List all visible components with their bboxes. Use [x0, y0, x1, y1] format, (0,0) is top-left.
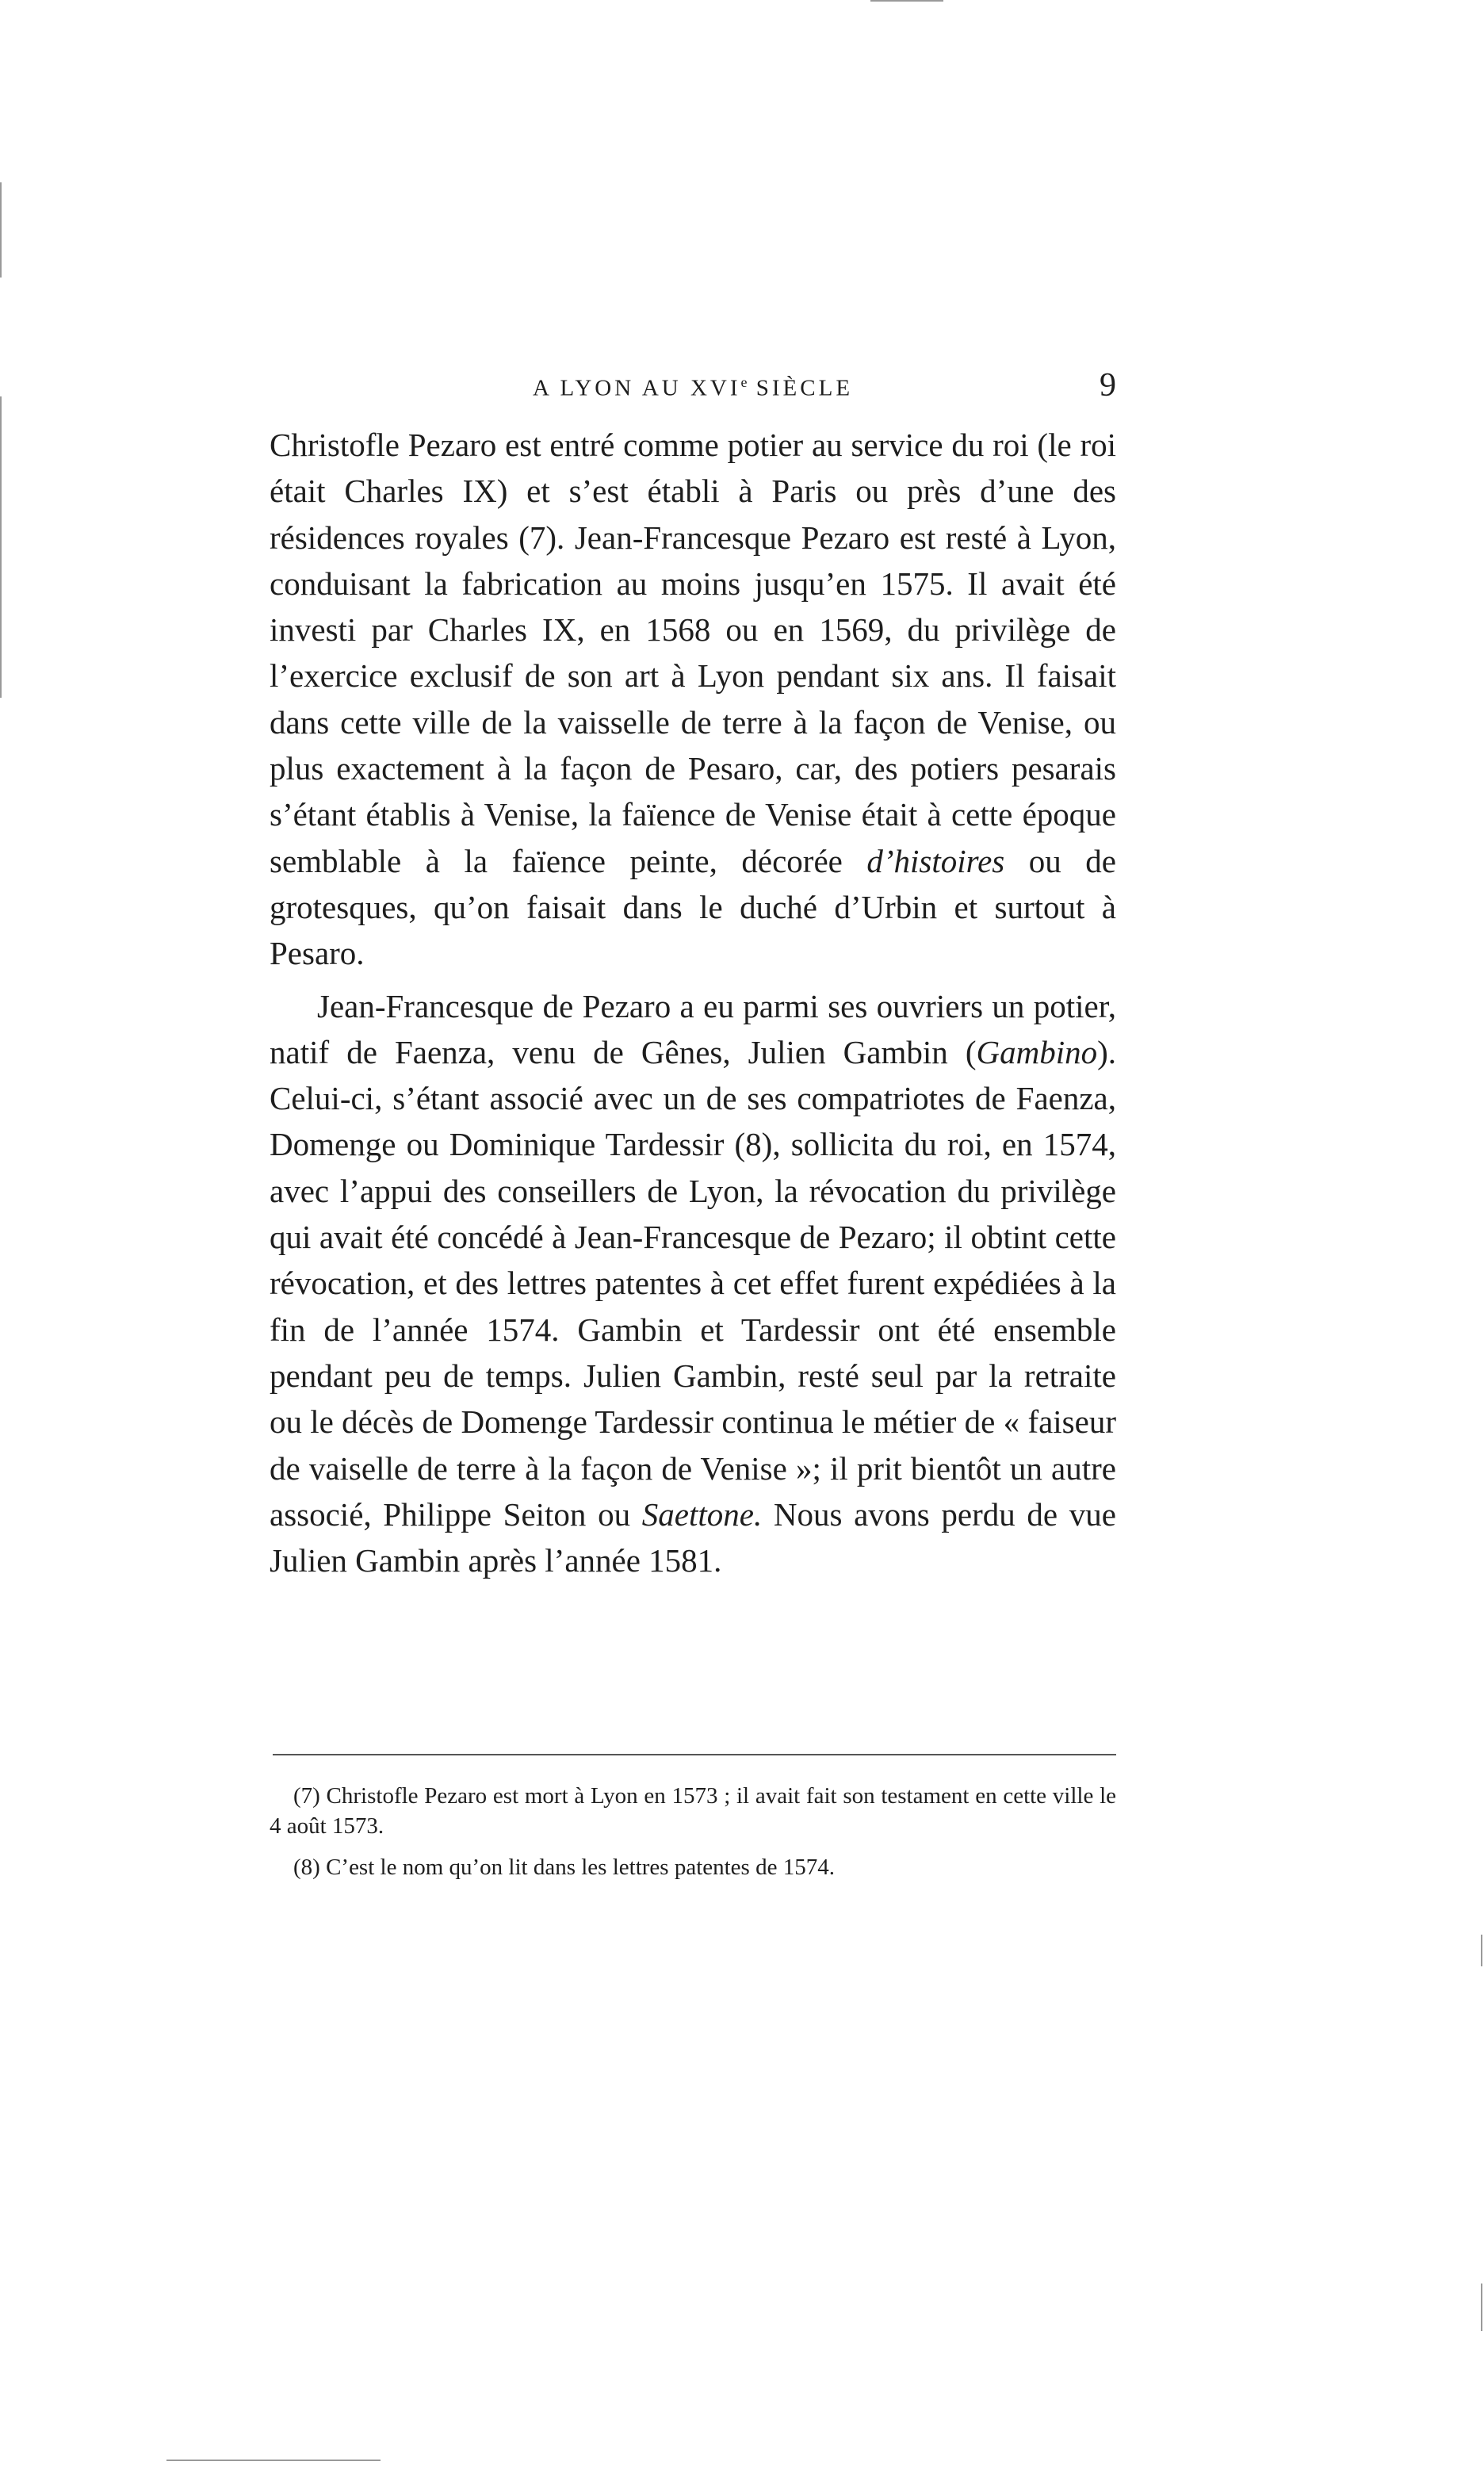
running-head — [270, 366, 1116, 414]
footnote-rule — [273, 1754, 1116, 1755]
scan-edge-mark-left-1 — [0, 182, 2, 278]
paragraph-2-italic-2: Saettone. — [641, 1495, 763, 1533]
running-title-main: A LYON AU XVI — [532, 375, 741, 401]
body-text — [270, 422, 1116, 1583]
scan-edge-mark-right-2 — [1481, 2284, 1482, 2331]
scan-edge-mark-top — [870, 0, 943, 2]
paragraph-2-italic-1: Gambino — [976, 1033, 1098, 1070]
running-title — [270, 374, 1116, 402]
paragraph-1-end: ou de grotesques, qu’on faisait dans le duché d’Urbin et surtout à Pesaro. — [270, 842, 1116, 972]
paragraph-2-text-a: Jean-Francesque de Pezaro a eu parmi ses ouvriers un potier, natif de Faenza, venu de Gênes, Julien Gambin ( — [270, 987, 1116, 1070]
paragraph-1-text: Christofle Pezaro est entré comme potier au service du roi (le roi était Charles IX) et s’est établi à Paris ou près d’une des résidences royales (7). Jean-Francesque Pezaro est resté à Lyon, conduisant la fabrication au moins jusqu’en 1575. Il avait été investi par Charles IX, en 1568 ou en 1569, du privilège de l’exercice exclusif de son art à Lyon pendant six ans. Il faisait dans cette ville de la vaisselle de terre à la façon de Venise, ou plus exactement à la façon de Pesaro, car, des potiers pesarais s’étant établis à Venise, la faïence de Venise était à cette époque semblable à la faïence peinte, décorée — [270, 427, 1116, 879]
paragraph-2 — [270, 983, 1116, 1584]
footnote-8: (8) C’est le nom qu’on lit dans les lettres patentes de 1574. — [293, 1855, 835, 1880]
footnotes — [270, 1781, 1116, 1882]
paragraph-2-text-b: ). Celui-ci, s’étant associé avec un de ses compatriotes de Faenza, Domenge ou Dominique Tardessir (8), sollicita du roi, en 1574, avec l’appui des conseillers de Lyon, la révocation du privilège qui avait été concédé à Jean-Francesque de Pezaro; il obtint cette révocation, et des lettres patentes à cet effet furent expédiées à la fin de l’année 1574. Gambin et Tardessir ont été ensemble pendant peu de temps. Julien Gambin, resté seul par la retraite ou le décès de Domenge Tardessir continua le métier de « faiseur de vaiselle de terre à la façon de Venise »; il prit bientôt un autre associé, Philippe Seiton ou — [270, 1033, 1116, 1533]
scan-edge-mark-bottom — [166, 2460, 381, 2461]
paragraph-1 — [270, 422, 1116, 977]
paragraph-1-italic: d’histoires — [866, 842, 1005, 879]
running-title-superscript: e — [740, 374, 748, 390]
footnote-7: (7) Christofle Pezaro est mort à Lyon en 1573 ; il avait fait son testament en cette ville le 4 août 1573. — [270, 1783, 1116, 1839]
running-title-rest: SIÈCLE — [747, 375, 854, 401]
page-number: 9 — [1100, 367, 1116, 404]
scan-edge-mark-right-1 — [1481, 1935, 1482, 1966]
paragraph-2-text-c: Nous avons perdu de vue Julien Gambin après l’année 1581. — [270, 1495, 1116, 1579]
scan-edge-mark-left-2 — [0, 396, 2, 698]
